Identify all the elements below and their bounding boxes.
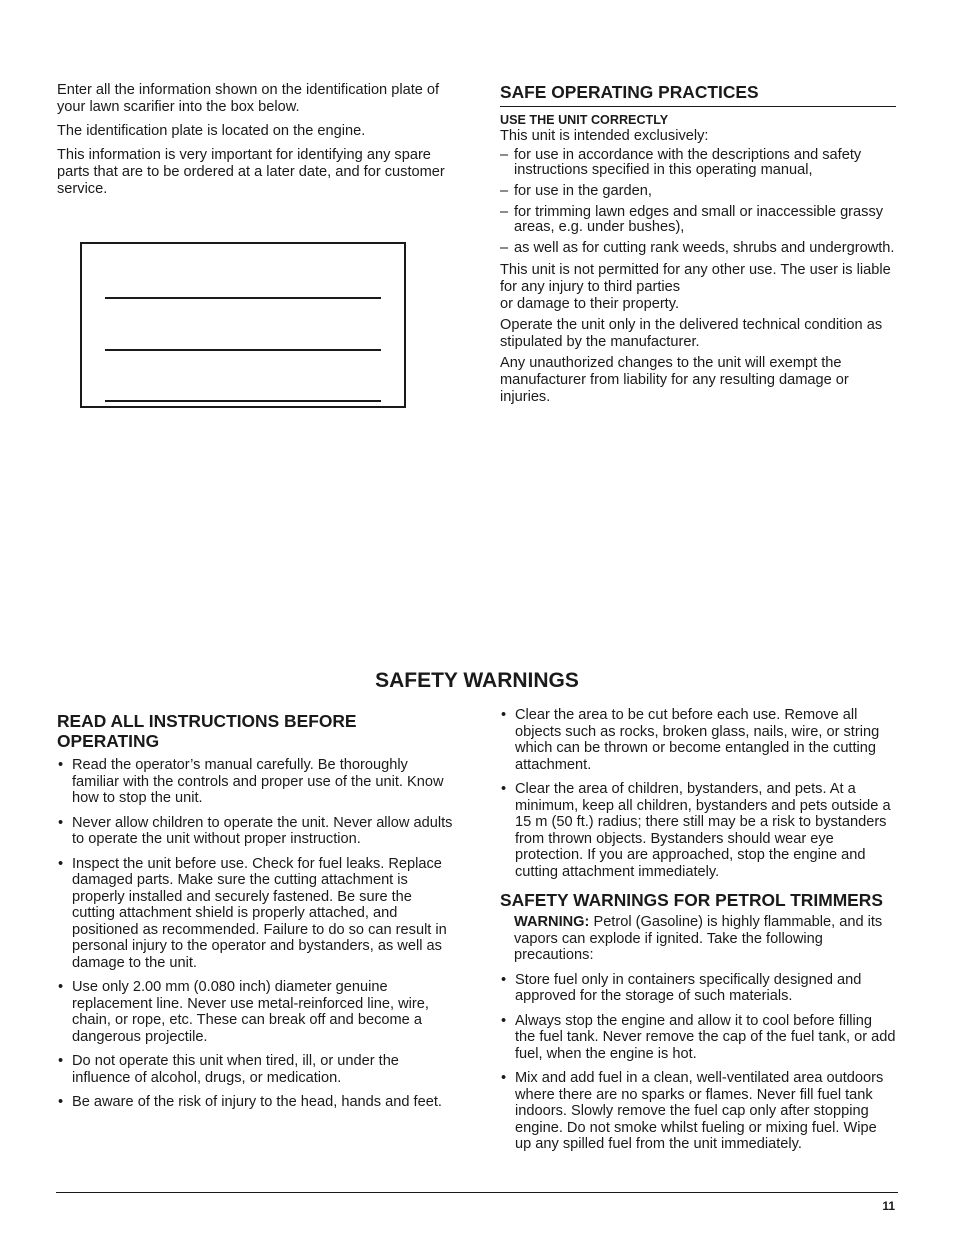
- identification-box: [80, 242, 406, 408]
- list-item: – for trimming lawn edges and small or inaccessible grassy areas, e.g. under bushes),: [500, 205, 896, 235]
- warning-label: WARNING:: [514, 914, 590, 930]
- intro-paragraph: Enter all the information shown on the identification plate of your lawn scarifier into the box below.: [57, 82, 440, 115]
- list-item: • Always stop the engine and allow it to cool before filling the fuel tank. Never remove the cap of the fuel tank, or add fuel, when the engine is hot.: [500, 1013, 896, 1063]
- paragraph: Any unauthorized changes to the unit will exempt the manufacturer from liability for any resulting damage or injuries.: [500, 355, 849, 405]
- heading-rule: [500, 106, 896, 107]
- list-item: • Do not operate this unit when tired, ill, or under the influence of alcohol, drugs, or medication.: [57, 1053, 457, 1086]
- list-item: – for use in accordance with the descriptions and safety instructions specified in this operating manual,: [500, 148, 896, 178]
- list-item: • Mix and add fuel in a clean, well-ventilated area outdoors where there are no sparks or flames. Never fill fuel tank indoors. Slowly remove the fuel cap only after stopping engine. Do not smoke whilst fueling or mixing fuel. Wipe up any spilled fuel from the unit immediately.: [500, 1070, 896, 1153]
- list-item: • Inspect the unit before use. Check for fuel leaks. Replace damaged parts. Make sure the cutting attachment is properly installed and securely fastened. Be sure the cutting attachment shield is properly attached, and positioned as recommended. Failure to do so can result in personal injury to the operator and bystanders, as well as damage to the unit.: [57, 856, 457, 972]
- bullet-list: [500, 707, 896, 880]
- intro-paragraph: The identification plate is located on the engine.: [57, 123, 366, 139]
- id-entry-line: [105, 349, 381, 351]
- bullet-list: [500, 972, 896, 1153]
- section-heading: READ ALL INSTRUCTIONS BEFORE OPERATING: [57, 711, 357, 751]
- read-all-section: [57, 711, 457, 1119]
- list-item: • Be aware of the risk of injury to the head, hands and feet.: [57, 1094, 457, 1111]
- section-heading: SAFETY WARNINGS FOR PETROL TRIMMERS: [500, 890, 883, 910]
- page-number: 11: [882, 1199, 895, 1213]
- intro-section: [57, 82, 457, 205]
- intro-paragraph: This information is very important for identifying any spare parts that are to be ordered at a later date, and for customer service.: [57, 147, 445, 197]
- list-item: • Use only 2.00 mm (0.080 inch) diameter genuine replacement line. Never use metal-reinforced line, wire, chain, or rope, etc. These can break off and become a dangerous projectile.: [57, 979, 457, 1045]
- list-item: • Read the operator’s manual carefully. Be thoroughly familiar with the controls and proper use of the unit. Know how to stop the unit.: [57, 757, 457, 807]
- list-item: – for use in the garden,: [500, 184, 896, 199]
- list-item: – as well as for cutting rank weeds, shrubs and undergrowth.: [500, 241, 896, 256]
- bullet-list: [57, 757, 457, 1111]
- paragraph: Operate the unit only in the delivered technical condition as stipulated by the manufacturer.: [500, 317, 883, 350]
- warning-text: Petrol (Gasoline) is highly flammable, and its vapors can explode if ignited. Take the following precautions:: [514, 914, 883, 963]
- warning-paragraph: [500, 914, 896, 964]
- warnings-right-section: [500, 707, 896, 1161]
- footer-rule: [56, 1192, 898, 1193]
- paragraph-line: or damage to their property.: [500, 296, 680, 312]
- page-title: SAFETY WARNINGS: [375, 669, 579, 692]
- dash-list: [500, 148, 896, 256]
- lead-text: This unit is intended exclusively:: [500, 128, 709, 144]
- section-heading: SAFE OPERATING PRACTICES: [500, 82, 759, 102]
- list-item: • Store fuel only in containers specifically designed and approved for the storage of such materials.: [500, 972, 896, 1005]
- safe-operating-section: [500, 82, 896, 406]
- list-item: • Clear the area of children, bystanders, and pets. At a minimum, keep all children, bystanders and pets outside a 15 m (50 ft.) radius; there still may be a risk to bystanders from thrown objects. Bystanders should wear eye protection. If you are approached, stop the engine and cutting attachment immediately.: [500, 781, 896, 880]
- subheading: USE THE UNIT CORRECTLY: [500, 113, 669, 127]
- paragraph-line: This unit is not permitted for any other use. The user is liable for any injury to third parties: [500, 262, 891, 295]
- paragraph: [500, 262, 896, 313]
- list-item: • Never allow children to operate the unit. Never allow adults to operate the unit without proper instruction.: [57, 815, 457, 848]
- id-entry-line: [105, 400, 381, 402]
- list-item: • Clear the area to be cut before each use. Remove all objects such as rocks, broken glass, nails, wire, or string which can be thrown or become entangled in the cutting attachment.: [500, 707, 896, 773]
- id-entry-line: [105, 297, 381, 299]
